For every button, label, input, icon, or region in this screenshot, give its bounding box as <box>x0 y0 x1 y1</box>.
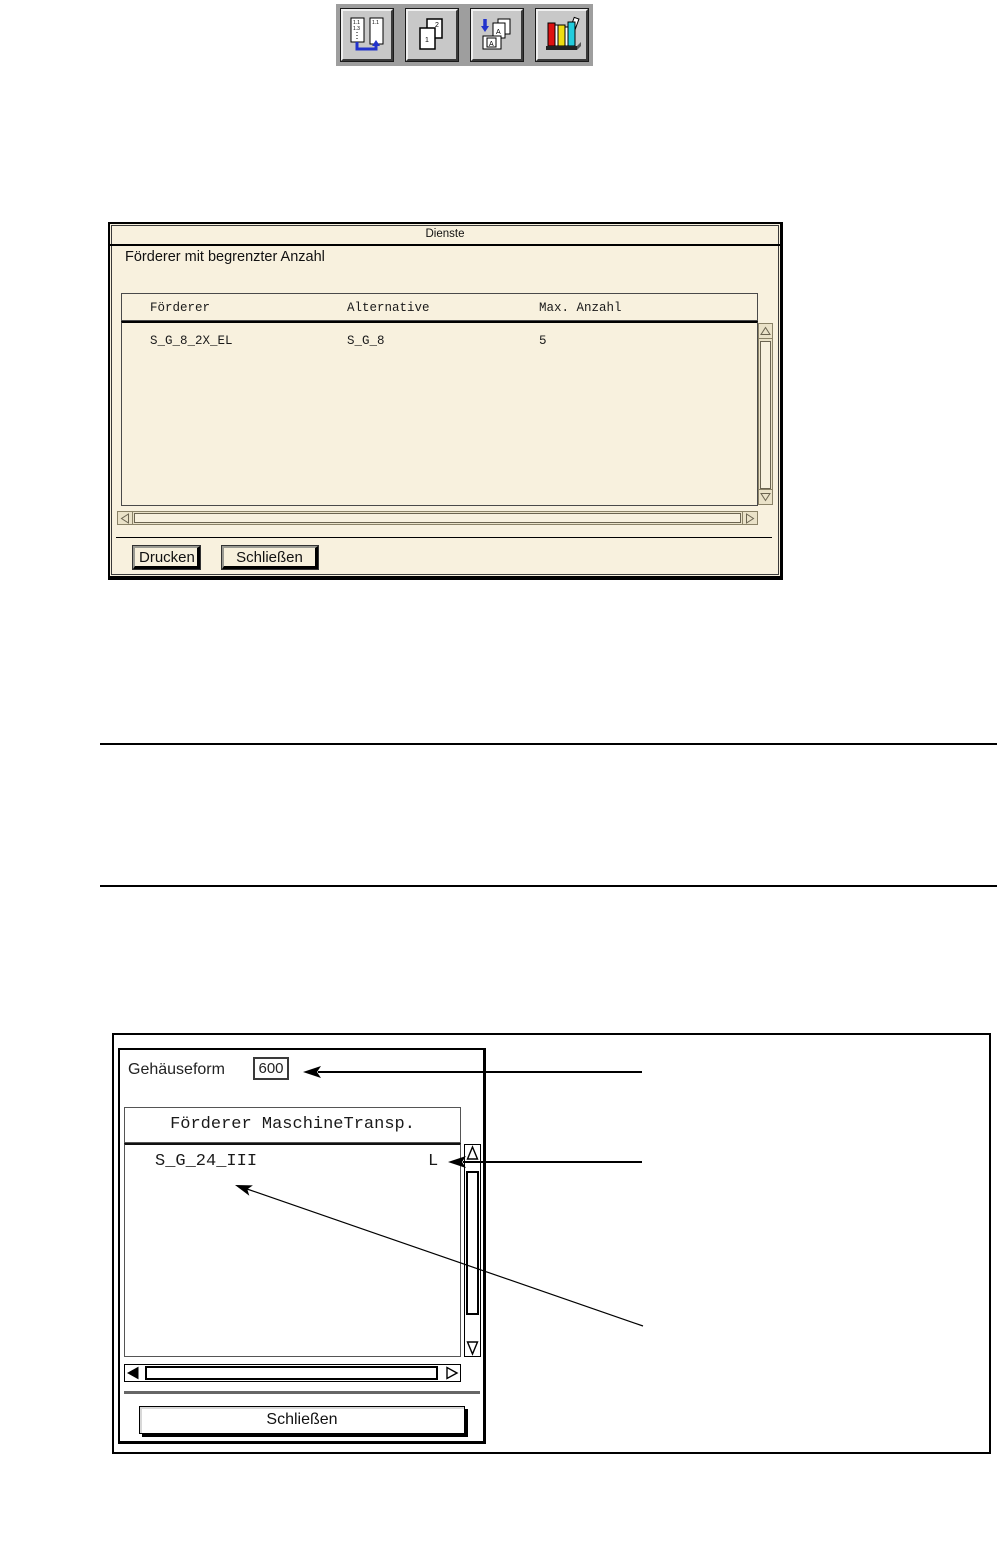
vertical-scrollbar-thumb-2[interactable] <box>466 1171 479 1315</box>
gehaeuseform-value-field[interactable] <box>253 1057 289 1080</box>
table-row[interactable] <box>122 327 757 349</box>
horizontal-scrollbar[interactable] <box>117 511 758 525</box>
cell-foerderer: S_G_8_2X_EL <box>150 334 233 348</box>
foerderer-name: S_G_24_III <box>155 1152 258 1171</box>
scroll-up-button-2[interactable] <box>465 1145 480 1165</box>
column-header-max-anzahl: Max. Anzahl <box>539 301 622 315</box>
vertical-scrollbar-thumb[interactable] <box>760 341 771 489</box>
scroll-down-button-2[interactable] <box>465 1338 480 1356</box>
scroll-right-icon-2 <box>444 1366 460 1380</box>
dienste-dialog <box>108 222 783 580</box>
transfer-structure-icon <box>347 15 387 55</box>
schliessen-button[interactable] <box>222 546 318 569</box>
svg-text:A: A <box>489 41 494 48</box>
gehaeuseform-value: 600 <box>258 1060 284 1077</box>
toolbar-button-transfer[interactable] <box>341 9 393 61</box>
scroll-right-button-2[interactable] <box>442 1365 460 1381</box>
table-header <box>121 293 758 321</box>
toolbar <box>336 4 593 66</box>
table-body <box>121 321 758 506</box>
gehaeuseform-dialog <box>118 1048 486 1444</box>
toolbar-button-pages[interactable] <box>406 9 458 61</box>
horizontal-rule-top <box>100 743 997 745</box>
scroll-left-icon <box>120 513 130 524</box>
horizontal-scrollbar-thumb[interactable] <box>134 513 741 523</box>
svg-text:1.1: 1.1 <box>372 20 379 26</box>
button-separator <box>116 537 772 538</box>
list-header <box>124 1107 461 1143</box>
horizontal-scrollbar-2[interactable] <box>124 1364 461 1382</box>
svg-text:A: A <box>496 29 501 36</box>
horizontal-rule-bottom <box>100 885 997 887</box>
dialog-titlebar[interactable] <box>110 224 780 246</box>
maschine-transport-code: L <box>428 1152 439 1171</box>
scroll-left-icon-2 <box>125 1366 141 1380</box>
scroll-down-icon-2 <box>466 1340 479 1356</box>
library-books-icon <box>542 15 582 55</box>
column-header-foerderer: Förderer <box>150 301 211 315</box>
gehaeuseform-label: Gehäuseform <box>128 1061 225 1078</box>
scroll-right-icon <box>745 513 755 524</box>
cell-alternative: S_G_8 <box>347 334 385 348</box>
svg-text:1.1: 1.1 <box>353 20 360 26</box>
scroll-left-button[interactable] <box>118 512 133 524</box>
dialog-heading: Förderer mit begrenzter Anzahl <box>125 249 325 265</box>
list-body <box>124 1143 461 1357</box>
scroll-up-button[interactable] <box>759 324 772 339</box>
column-header-alternative: Alternative <box>347 301 430 315</box>
schliessen-button-2-label: Schließen <box>266 1411 338 1428</box>
horizontal-scrollbar-thumb-2[interactable] <box>145 1366 438 1380</box>
svg-text:1: 1 <box>425 37 429 44</box>
scroll-up-icon-2 <box>466 1145 479 1162</box>
vertical-scrollbar[interactable] <box>758 323 773 505</box>
scroll-left-button-2[interactable] <box>125 1365 143 1381</box>
svg-text:2: 2 <box>435 22 439 29</box>
sort-documents-icon <box>477 15 517 55</box>
list-item[interactable] <box>125 1152 460 1178</box>
pages-icon <box>412 15 452 55</box>
toolbar-button-sort[interactable] <box>471 9 523 61</box>
scroll-right-button[interactable] <box>742 512 757 524</box>
scroll-down-button[interactable] <box>759 489 772 504</box>
vertical-scrollbar-2[interactable] <box>464 1144 481 1357</box>
drucken-button-label: Drucken <box>139 548 195 566</box>
dialog-title: Dienste <box>425 228 465 240</box>
schliessen-button-2[interactable] <box>139 1406 465 1434</box>
cell-max-anzahl: 5 <box>539 334 547 348</box>
list-header-label: Förderer MaschineTransp. <box>170 1115 415 1134</box>
toolbar-button-library[interactable] <box>536 9 588 61</box>
button-separator-2 <box>124 1391 480 1394</box>
svg-text:1.3: 1.3 <box>353 26 360 32</box>
scroll-down-icon <box>760 492 771 502</box>
schliessen-button-label: Schließen <box>236 548 303 566</box>
drucken-button[interactable] <box>133 546 200 569</box>
scroll-up-icon <box>760 326 771 336</box>
